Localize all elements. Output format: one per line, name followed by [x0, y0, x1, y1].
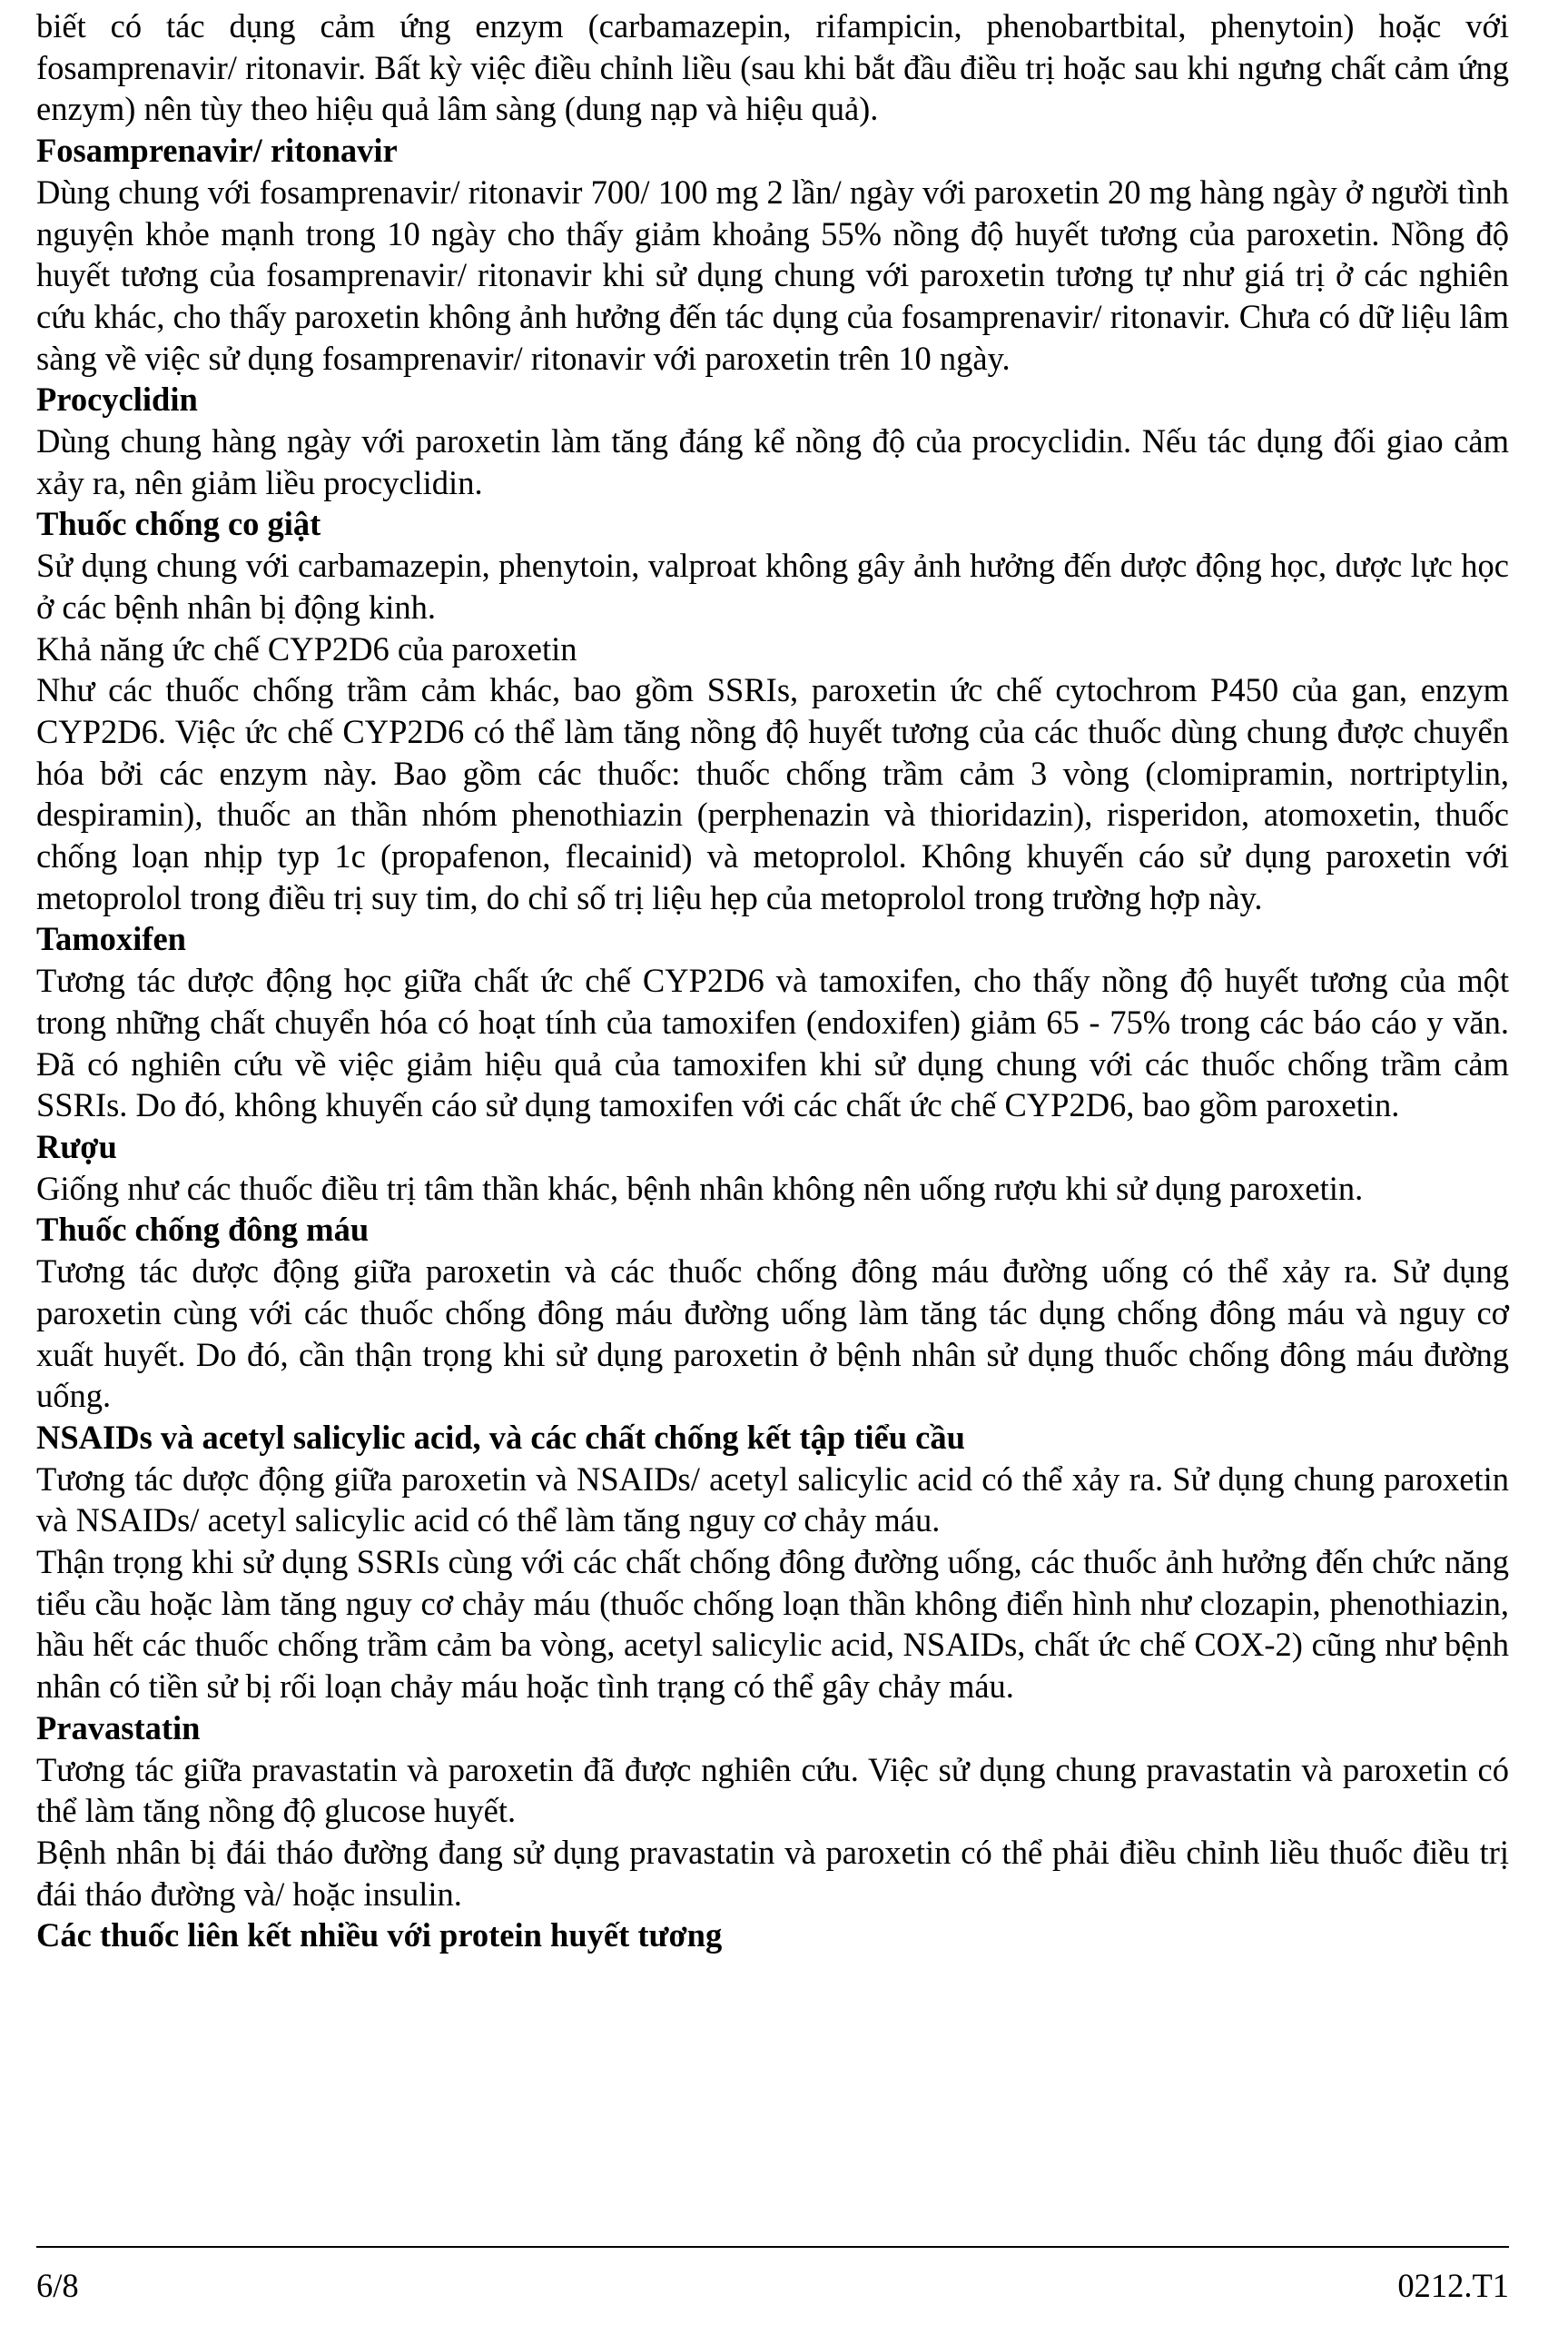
- section-heading: Rượu: [36, 1127, 117, 1165]
- section-heading: Fosamprenavir/ ritonavir: [36, 132, 398, 170]
- paragraph: Tương tác giữa pravastatin và paroxetin đã được nghiên cứu. Việc sử dụng chung pravastatin và paroxetin có thể làm tăng nồng độ glucose huyết.: [36, 1750, 1509, 1830]
- section-heading: Các thuốc liên kết nhiều với protein huyết tương: [36, 1916, 723, 1954]
- document-body: [36, 5, 1509, 1956]
- paragraph: Khả năng ức chế CYP2D6 của paroxetin: [36, 629, 577, 668]
- paragraph: biết có tác dụng cảm ứng enzym (carbamazepin, rifampicin, phenobartbital, phenytoin) hoặc với fosamprenavir/ ritonavir. Bất kỳ việc điều chỉnh liều (sau khi bắt đầu điều trị hoặc sau khi ngưng chất cảm ứng enzym) nên tùy theo hiệu quả lâm sàng (dung nạp và hiệu quả).: [36, 7, 1509, 128]
- footer-divider: [36, 2246, 1509, 2248]
- page-number: 6/8: [36, 2267, 79, 2304]
- paragraph: Dùng chung với fosamprenavir/ ritonavir 700/ 100 mg 2 lần/ ngày với paroxetin 20 mg hàng ngày ở người tình nguyện khỏe mạnh trong 10 ngày cho thấy giảm khoảng 55% nồng độ huyết tương của paroxetin. Nồng độ huyết tương của fosamprenavir/ ritonavir khi sử dụng chung với paroxetin tương tự như giá trị ở các nghiên cứu khác, cho thấy paroxetin không ảnh hưởng đến tác dụng của fosamprenavir/ ritonavir. Chưa có dữ liệu lâm sàng về việc sử dụng fosamprenavir/ ritonavir với paroxetin trên 10 ngày.: [36, 173, 1509, 377]
- paragraph: Bệnh nhân bị đái tháo đường đang sử dụng pravastatin và paroxetin có thể phải điều chỉnh liều thuốc điều trị đái tháo đường và/ hoặc insulin.: [36, 1833, 1509, 1913]
- paragraph: Tương tác dược động giữa paroxetin và NSAIDs/ acetyl salicylic acid có thể xảy ra. Sử dụng chung paroxetin và NSAIDs/ acetyl salicylic acid có thể làm tăng nguy cơ chảy máu.: [36, 1459, 1509, 1539]
- section-heading: Thuốc chống co giật: [36, 505, 321, 543]
- document-code: 0212.T1: [1397, 2267, 1509, 2304]
- paragraph: Tương tác dược động giữa paroxetin và các thuốc chống đông máu đường uống có thể xảy ra. Sử dụng paroxetin cùng với các thuốc chống đông máu đường uống làm tăng tác dụng chống đông máu và nguy cơ xuất huyết. Do đó, cần thận trọng khi sử dụng paroxetin ở bệnh nhân sử dụng thuốc chống đông máu đường uống.: [36, 1252, 1509, 1415]
- paragraph: Thận trọng khi sử dụng SSRIs cùng với các chất chống đông đường uống, các thuốc ảnh hưởng đến chức năng tiểu cầu hoặc làm tăng nguy cơ chảy máu (thuốc chống loạn thần không điển hình như clozapin, phenothiazin, hầu hết các thuốc chống trầm cảm ba vòng, acetyl salicylic acid, NSAIDs, chất ức chế COX-2) cũng như bệnh nhân có tiền sử bị rối loạn chảy máu hoặc tình trạng có thể gây chảy máu.: [36, 1543, 1509, 1706]
- section-heading: Pravastatin: [36, 1708, 201, 1746]
- section-heading: Procyclidin: [36, 381, 198, 419]
- paragraph: Tương tác dược động học giữa chất ức chế CYP2D6 và tamoxifen, cho thấy nồng độ huyết tương của một trong những chất chuyển hóa có hoạt tính của tamoxifen (endoxifen) giảm 65 - 75% trong các báo cáo y văn. Đã có nghiên cứu về việc giảm hiệu quả của tamoxifen khi sử dụng chung với các thuốc chống trầm cảm SSRIs. Do đó, không khuyến cáo sử dụng tamoxifen với các chất ức chế CYP2D6, bao gồm paroxetin.: [36, 962, 1509, 1124]
- section-heading: Thuốc chống đông máu: [36, 1211, 370, 1249]
- section-heading: NSAIDs và acetyl salicylic acid, và các chất chống kết tập tiểu cầu: [36, 1418, 965, 1456]
- paragraph: Sử dụng chung với carbamazepin, phenytoin, valproat không gây ảnh hưởng đến dược động học, dược lực học ở các bệnh nhân bị động kinh.: [36, 547, 1509, 626]
- section-heading: Tamoxifen: [36, 920, 186, 958]
- paragraph: Giống như các thuốc điều trị tâm thần khác, bệnh nhân không nên uống rượu khi sử dụng paroxetin.: [36, 1169, 1364, 1207]
- paragraph: Dùng chung hàng ngày với paroxetin làm tăng đáng kể nồng độ của procyclidin. Nếu tác dụng đối giao cảm xảy ra, nên giảm liều procyclidin.: [36, 422, 1509, 501]
- paragraph: Như các thuốc chống trầm cảm khác, bao gồm SSRIs, paroxetin ức chế cytochrom P450 của gan, enzym CYP2D6. Việc ức chế CYP2D6 có thể làm tăng nồng độ huyết tương của các thuốc dùng chung được chuyển hóa bởi các enzym này. Bao gồm các thuốc: thuốc chống trầm cảm 3 vòng (clomipramin, nortriptylin, despiramin), thuốc an thần nhóm phenothiazin (perphenazin và thioridazin), risperidon, atomoxetin, thuốc chống loạn nhịp typ 1c (propafenon, flecainid) và metoprolol. Không khuyến cáo sử dụng paroxetin với metoprolol trong điều trị suy tim, do chỉ số trị liệu hẹp của metoprolol trong trường hợp này.: [36, 671, 1509, 916]
